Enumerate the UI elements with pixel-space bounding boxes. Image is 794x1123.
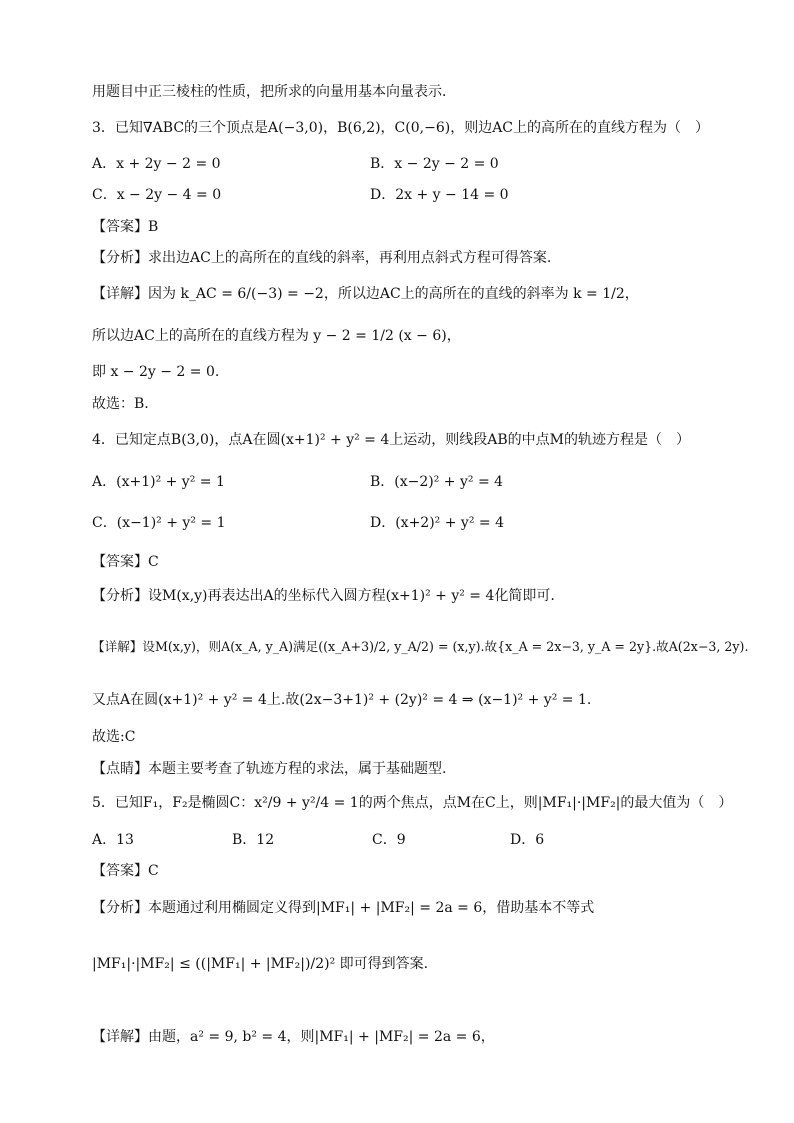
q4-option-a: A．(x+1)² + y² = 1	[92, 474, 225, 490]
q4-stem: 4．已知定点B(3,0)，点A在圆(x+1)² + y² = 4上运动，则线段AB的中点M的轨迹方程是（ ）	[92, 432, 690, 448]
q3-option-c: C．x − 2y − 4 = 0	[92, 187, 222, 203]
intro-text: 用题目中正三棱柱的性质，把所求的向量用基本向量表示．	[92, 84, 456, 100]
q5-detail-1: 【详解】由题，a² = 9, b² = 4，则|MF₁| + |MF₂| = 2a = 6，	[92, 1029, 495, 1045]
q3-choice: 故选：B.	[92, 396, 149, 412]
q5-analysis-2: |MF₁|·|MF₂| ≤ ((|MF₁| + |MF₂|)/2)² 即可得到答案.	[92, 956, 429, 972]
q3-option-d: D．2x + y − 14 = 0	[370, 187, 509, 203]
q3-stem: 3．已知∇ABC的三个顶点是A(−3,0)，B(6,2)，C(0,−6)，则边AC上的高所在的直线方程为（ ）	[92, 120, 710, 136]
q3-detail-3: 即 x − 2y − 2 = 0.	[92, 364, 220, 380]
q5-analysis-1: 【分析】本题通过利用椭圆定义得到|MF₁| + |MF₂| = 2a = 6，借助基本不等式	[92, 900, 595, 916]
q3-detail-2: 所以边AC上的高所在的直线方程为 y − 2 = 1/2 (x − 6)，	[92, 328, 461, 344]
q5-answer: 【答案】C	[92, 863, 159, 879]
q4-remark: 【点睛】本题主要考查了轨迹方程的求法，属于基础题型.	[92, 761, 447, 777]
q4-answer: 【答案】C	[92, 554, 159, 570]
q3-answer: 【答案】B	[92, 219, 159, 235]
q5-option-d: D．6	[510, 832, 545, 848]
q4-detail-1: 【详解】设M(x,y)，则A(x_A, y_A)满足((x_A+3)/2, y_A/2) = (x,y).故{x_A = 2x−3, y_A = 2y}.故A(2x−3, 2y).	[92, 639, 749, 654]
q4-analysis: 【分析】设M(x,y)再表达出A的坐标代入圆方程(x+1)² + y² = 4化简即可.	[92, 588, 555, 604]
q4-choice: 故选:C	[92, 729, 136, 745]
q5-option-c: C．9	[372, 832, 406, 848]
q5-option-a: A．13	[92, 832, 134, 848]
q3-option-b: B．x − 2y − 2 = 0	[370, 156, 499, 172]
q4-option-b: B．(x−2)² + y² = 4	[370, 474, 504, 490]
q3-analysis: 【分析】求出边AC上的高所在的直线的斜率，再利用点斜式方程可得答案.	[92, 250, 552, 266]
q4-option-d: D．(x+2)² + y² = 4	[370, 515, 504, 531]
q5-option-b: B．12	[232, 832, 275, 848]
q4-option-c: C．(x−1)² + y² = 1	[92, 515, 226, 531]
q4-detail-2: 又点A在圆(x+1)² + y² = 4上.故(2x−3+1)² + (2y)² = 4 ⇒ (x−1)² + y² = 1.	[92, 692, 592, 708]
q3-option-a: A．x + 2y − 2 = 0	[92, 156, 221, 172]
q3-detail-1: 【详解】因为 k_AC = 6/(−3) = −2，所以边AC上的高所在的直线的斜率为 k = 1/2，	[92, 286, 639, 302]
q5-stem: 5．已知F₁，F₂是椭圆C：x²/9 + y²/4 = 1的两个焦点，点M在C上，则|MF₁|·|MF₂|的最大值为（ ）	[92, 795, 733, 811]
